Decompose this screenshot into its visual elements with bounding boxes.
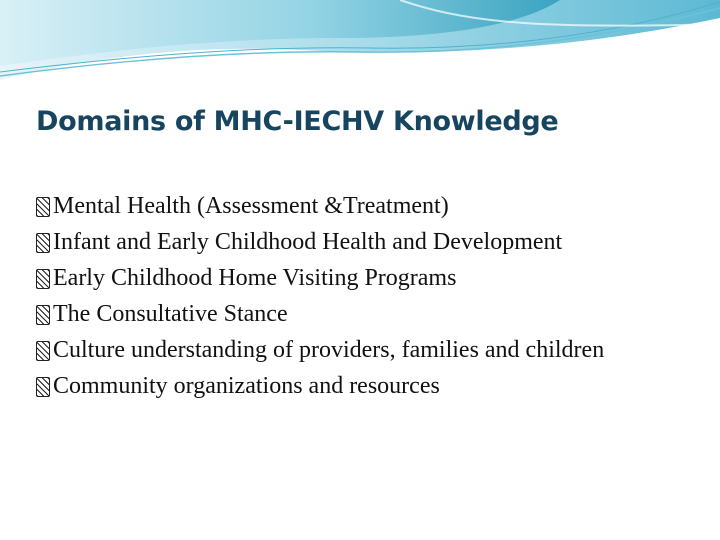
bullet-text: Infant and Early Childhood Health and Development (53, 229, 563, 255)
list-item (36, 192, 696, 221)
bullet-text: Community organizations and resources (53, 373, 440, 399)
list-item (36, 336, 696, 365)
bullet-icon (36, 233, 50, 253)
list-item (36, 300, 696, 329)
list-item (36, 372, 696, 401)
bullet-icon (36, 197, 50, 217)
list-item (36, 264, 696, 293)
bullet-list (36, 192, 696, 408)
bullet-icon (36, 377, 50, 397)
list-item (36, 228, 696, 257)
bullet-icon (36, 269, 50, 289)
bullet-text: Mental Health (Assessment &Treatment) (53, 193, 449, 219)
bullet-icon (36, 341, 50, 361)
bullet-icon (36, 305, 50, 325)
header-wave-decoration (0, 0, 720, 90)
bullet-text: The Consultative Stance (53, 301, 288, 327)
bullet-text: Culture understanding of providers, families and children (53, 337, 605, 363)
slide-title: Domains of MHC-IECHV Knowledge (36, 106, 559, 137)
bullet-text: Early Childhood Home Visiting Programs (53, 265, 457, 291)
